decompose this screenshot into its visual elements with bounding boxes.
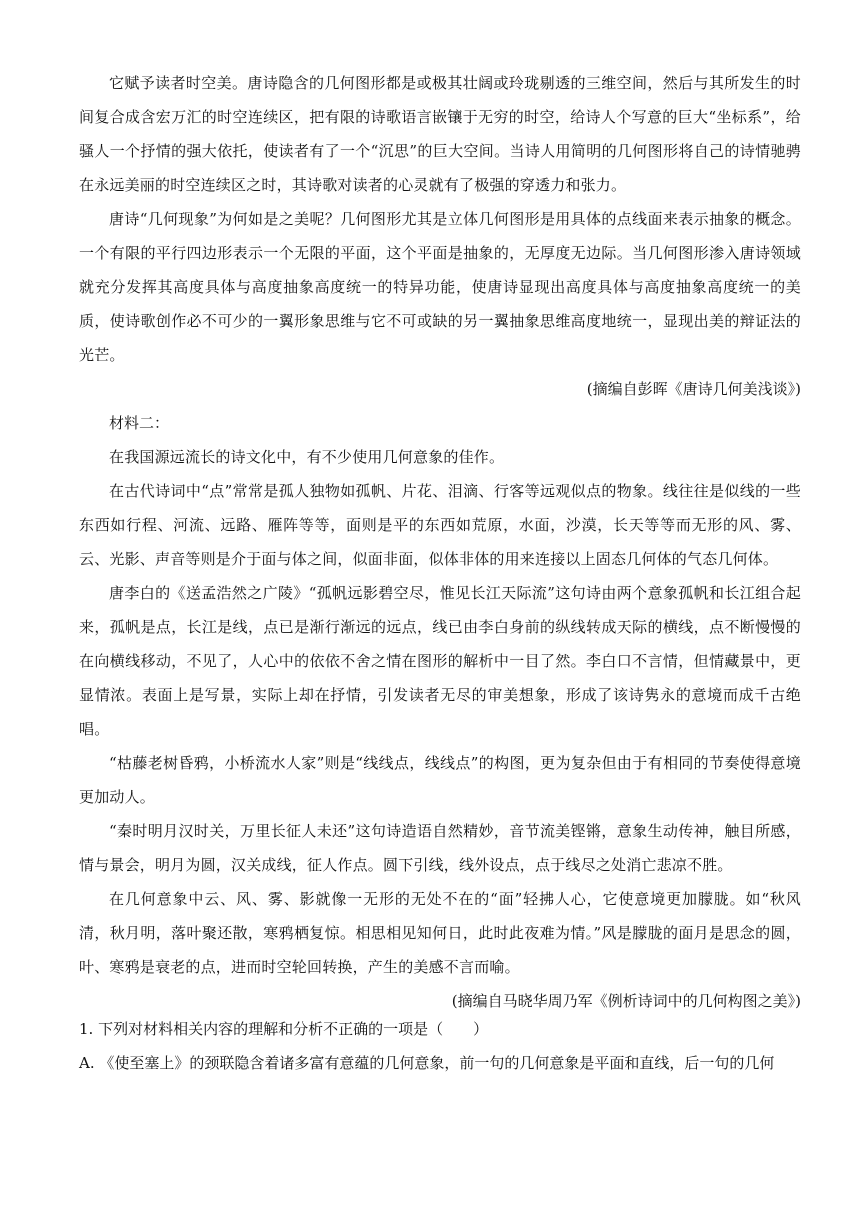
question-1: 1. 下列对材料相关内容的理解和分析不正确的一项是（ ） bbox=[79, 1020, 489, 1038]
option-a: A. 《使至塞上》的颈联隐含着诸多富有意蕴的几何意象，前一句的几何意象是平面和直线，后一句的几何 bbox=[79, 1054, 775, 1072]
paragraph-li-bai: 唐李白的《送孟浩然之广陵》“孤帆远影碧空尽，惟见长江天际流”这句诗由两个意象孤帆和长江组合起来，孤帆是点，长江是线，点已是渐行渐远的远点，线已由李白身前的纵线转成天际的横线，点不断慢慢的在向横线移动，不见了，人心中的依依不舍之情在图形的解析中一目了然。李白口不言情，但情藏景中，更显情浓。表面上是写景，实际上却在抒情，引发读者无尽的审美想象，形成了该诗隽永的意境而成千古绝唱。 bbox=[79, 584, 801, 738]
material-two bbox=[79, 406, 801, 1018]
source-citation-1: (摘编自彭晖《唐诗几何美浅谈》) bbox=[586, 380, 801, 398]
paragraph-time-space-beauty: 它赋予读者时空美。唐诗隐含的几何图形都是或极其壮阔或玲珑剔透的三维空间，然后与其所发生的时间复合成含宏万汇的时空连续区，把有限的诗歌语言嵌镶于无穷的时空，给诗人个写意的巨大“坐标系”，给骚人一个抒情的强大依托，使读者有了一个“沉思”的巨大空间。当诗人用简明的几何图形将自己的诗情驰骋在永远美丽的时空连续区之时，其诗歌对读者的心灵就有了极强的穿透力和张力。 bbox=[79, 74, 801, 194]
material-one-continuation bbox=[79, 66, 801, 406]
paragraph-point-line-plane: 在古代诗词中“点”常常是孤人独物如孤帆、片花、泪滴、行客等远观似点的物象。线往往是似线的一些东西如行程、河流、远路、雁阵等等，面则是平的东西如荒原，水面，沙漠，长天等等而无形的风、雾、云、光影、声音等则是介于面与体之间，似面非面，似体非体的用来连接以上固态几何体的气态几何体。 bbox=[79, 482, 801, 568]
question-section bbox=[79, 1012, 801, 1080]
paragraph-intro: 在我国源远流长的诗文化中，有不少使用几何意象的佳作。 bbox=[109, 448, 505, 466]
paragraph-withered-vine: “枯藤老树昏鸦，小桥流水人家”则是“线线点，线线点”的构图，更为复杂但由于有相同的节奏使得意境更加动人。 bbox=[79, 754, 801, 806]
paragraph-why-beautiful: 唐诗“几何现象”为何如是之美呢？几何图形尤其是立体几何图形是用具体的点线面来表示抽象的概念。一个有限的平行四边形表示一个无限的平面，这个平面是抽象的，无厚度无边际。当几何图形渗入唐诗领域就充分发挥其高度具体与高度抽象高度统一的特异功能，使唐诗显现出高度具体与高度抽象高度统一的美质，使诗歌创作必不可少的一翼形象思维与它不可或缺的另一翼抽象思维高度地统一，显现出美的辩证法的光芒。 bbox=[79, 210, 801, 364]
source-citation-2: (摘编自马晓华周乃军《例析诗词中的几何构图之美》) bbox=[451, 992, 801, 1010]
material-two-heading: 材料二： bbox=[109, 414, 170, 432]
paragraph-autumn-wind: 在几何意象中云、风、雾、影就像一无形的无处不在的“面”轻拂人心，它使意境更加朦胧。如“秋风清，秋月明，落叶聚还散，寒鸦栖复惊。相思相见知何日，此时此夜难为情。”风是朦胧的面月是思念的圆，叶、寒鸦是衰老的点，进而时空轮回转换，产生的美感不言而喻。 bbox=[79, 890, 801, 976]
paragraph-qin-moon: “秦时明月汉时关，万里长征人未还”这句诗造语自然精妙，音节流美铿锵，意象生动传神，触目所感，情与景会，明月为圆，汉关成线，征人作点。圆下引线，线外设点，点于线尽之处消亡悲凉不胜。 bbox=[79, 822, 801, 874]
